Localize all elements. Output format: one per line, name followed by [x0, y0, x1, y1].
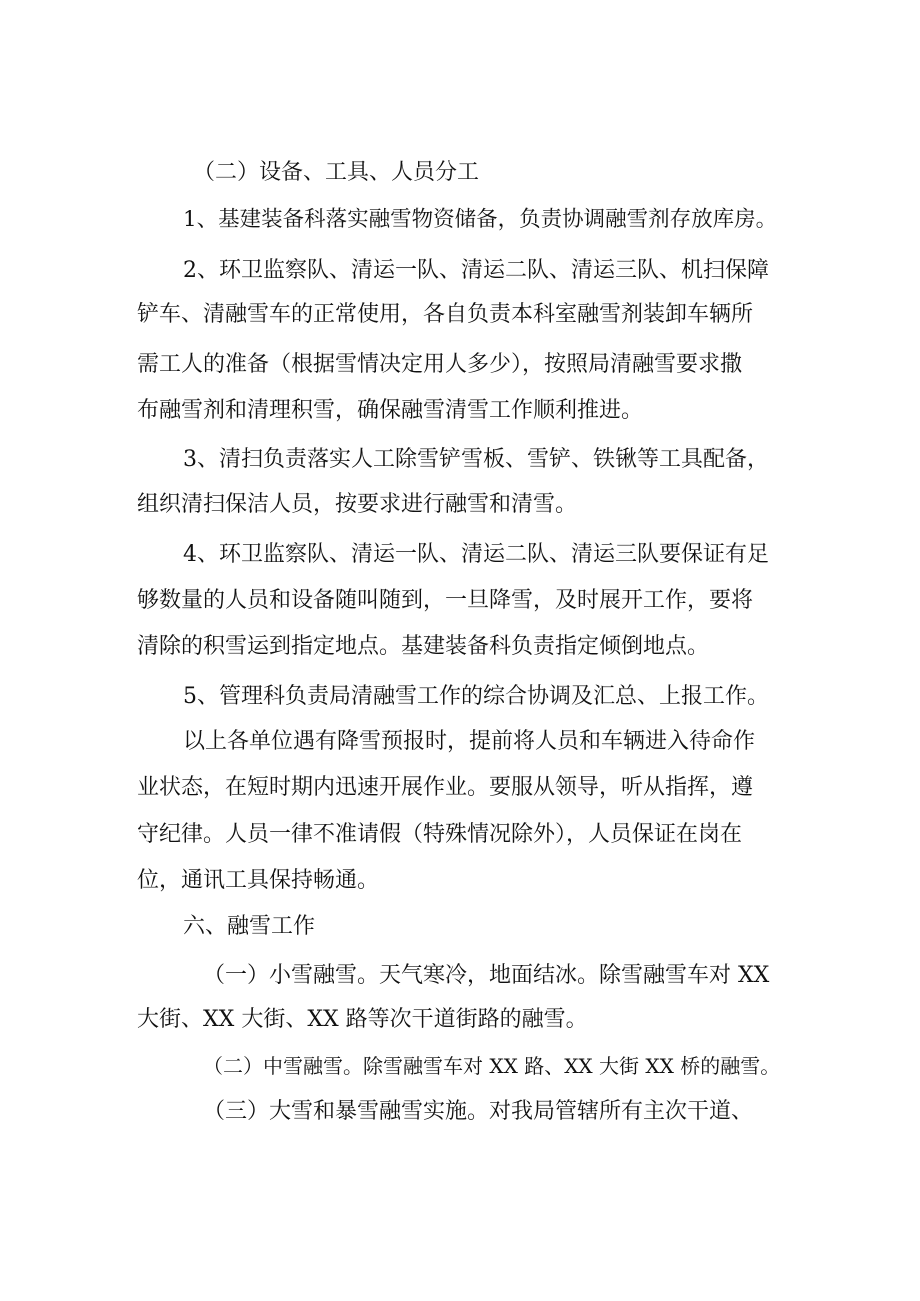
item-5-text: 5、管理科负责局清融雪工作的综合协调及汇总、上报工作。: [183, 684, 769, 709]
sub-3-text: （三）大雪和暴雪融雪实施。对我局管辖所有主次干道、: [203, 1099, 754, 1124]
item-1-text: 1、基建装备科落实融雪物资储备，负责协调融雪剂存放库房。: [183, 207, 778, 232]
summary-line-3: 守纪律。人员一律不准请假（特殊情况除外），人员保证在岗在: [137, 822, 743, 847]
sub-1-line-1: （一）小雪融雪。天气寒冷，地面结冰。除雪融雪车对 XX: [203, 963, 770, 988]
sub-1-line-2: 大街、XX 大街、XX 路等次干道街路的融雪。: [137, 1007, 588, 1032]
item-2-line-2: 铲车、清融雪车的正常使用，各自负责本科室融雪剂装卸车辆所: [137, 302, 754, 327]
summary-line-1: 以上各单位遇有降雪预报时，提前将人员和车辆进入待命作: [183, 729, 756, 754]
sub-2-text: （二）中雪融雪。除雪融雪车对 XX 路、XX 大街 XX 桥的融雪。: [203, 1054, 781, 1078]
section-heading-equipment: （二）设备、工具、人员分工: [193, 160, 480, 185]
section-6-heading: 六、融雪工作: [183, 914, 316, 939]
item-4-line-3: 清除的积雪运到指定地点。基建装备科负责指定倾倒地点。: [137, 634, 710, 659]
item-4-line-1: 4、环卫监察队、清运一队、清运二队、清运三队要保证有足: [183, 542, 769, 567]
summary-line-2: 业状态，在短时期内迅速开展作业。要服从领导，听从指挥，遵: [137, 775, 754, 800]
item-2-line-3: 需工人的准备（根据雪情决定用人多少），按照局清融雪要求撒: [137, 352, 743, 377]
item-3-line-1: 3、清扫负责落实人工除雪铲雪板、雪铲、铁锹等工具配备，: [183, 447, 769, 472]
item-4-line-2: 够数量的人员和设备随叫随到，一旦降雪，及时展开工作，要将: [137, 588, 754, 613]
item-3-line-2: 组织清扫保洁人员，按要求进行融雪和清雪。: [137, 492, 578, 517]
item-2-line-4: 布融雪剂和清理积雪，确保融雪清雪工作顺利推进。: [137, 398, 644, 423]
item-2-line-1: 2、环卫监察队、清运一队、清运二队、清运三队、机扫保障: [183, 258, 769, 283]
summary-line-4: 位，通讯工具保持畅通。: [137, 868, 380, 893]
